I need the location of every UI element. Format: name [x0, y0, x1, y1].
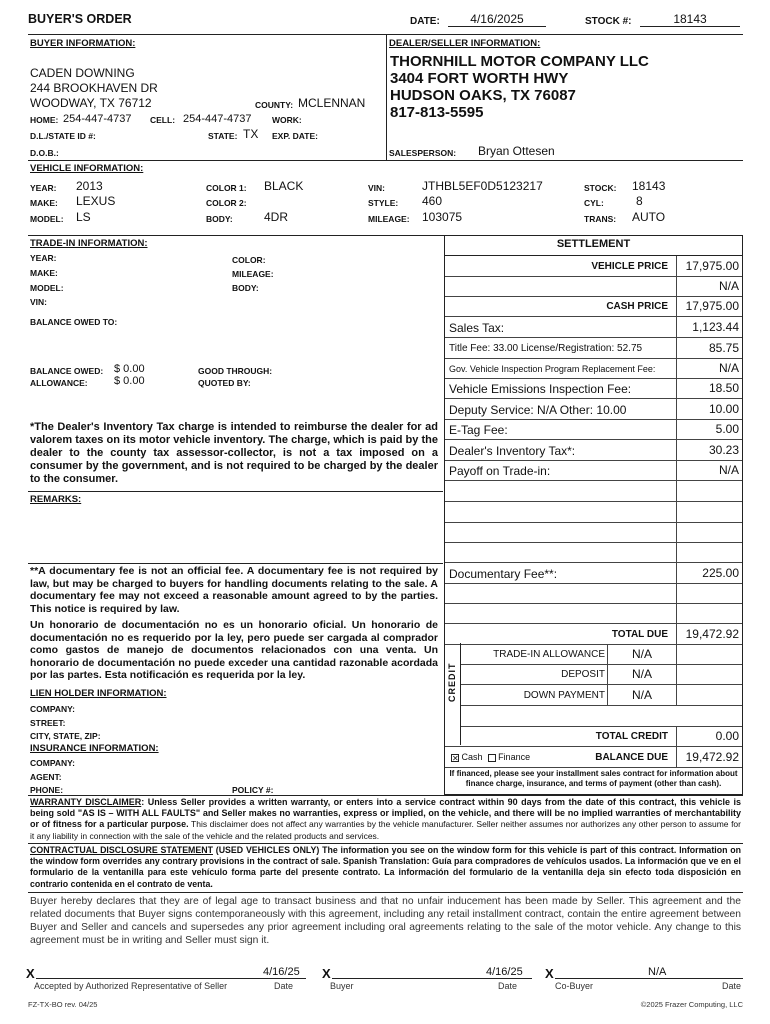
inventory-tax-notice: *The Dealer's Inventory Tax charge is intended to reimburse the dealer for ad valorem taxes on its motor vehicle inventory. The charge, which is paid by the dealer to the county tax assessor-collector, is not a tax imposed on a consumer by the government, and is not required to be charged by the dealer to the consumer. [30, 421, 438, 485]
stock-field[interactable]: 18143 [640, 12, 740, 27]
buyer-address[interactable]: 244 BROOKHAVEN DR [30, 81, 158, 95]
settlement-title: SETTLEMENT [556, 238, 631, 250]
warranty-disclaimer [30, 797, 741, 842]
blank-row-6-row [445, 583, 742, 604]
deposit-amount[interactable]: N/A [607, 664, 677, 684]
gov-inspection-label: Gov. Vehicle Inspection Program Replacement Fee: [449, 364, 656, 374]
inventory-tax-row [445, 440, 742, 461]
vehicle-price-label: VEHICLE PRICE [591, 261, 668, 272]
style-label: STYLE: [368, 198, 399, 208]
seller-date[interactable]: 4/16/25 [263, 966, 300, 978]
cobuyer-date-label: Date [722, 981, 742, 991]
contractual-disclosure [30, 845, 741, 890]
doc-fee-row [445, 563, 742, 584]
lh-city-label: CITY, STATE, ZIP: [30, 731, 101, 741]
doc-fee-amount[interactable]: 225.00 [702, 566, 739, 580]
quoted-by-label: QUOTED BY: [198, 378, 251, 388]
lienholder-section-title: LIEN HOLDER INFORMATION: [30, 688, 167, 699]
balance-due-label: BALANCE DUE [595, 752, 668, 763]
mileage-label: MILEAGE: [368, 214, 410, 224]
dealer-section-title: DEALER/SELLER INFORMATION: [389, 38, 541, 49]
cash-price-row [445, 296, 742, 317]
page-title: BUYER'S ORDER [28, 12, 132, 26]
cyl-label: CYL: [584, 198, 604, 208]
tradein-allowance-label: TRADE-IN ALLOWANCE [493, 649, 605, 660]
seller-sign-label: Accepted by Authorized Representative of Seller [34, 981, 228, 991]
etag-fee-amount[interactable]: 5.00 [715, 422, 739, 436]
blank-row-5-row [445, 542, 742, 563]
form-id: FZ-TX-BO rev. 04/25 [28, 1000, 98, 1009]
payment-type [451, 752, 530, 762]
balance-owed-to-label: BALANCE OWED TO: [30, 317, 118, 327]
dealer-name: THORNHILL MOTOR COMPANY LLC [390, 53, 649, 70]
dealer-city: HUDSON OAKS, TX 76087 [390, 87, 576, 104]
cash-checkbox[interactable]: ✕ [452, 753, 459, 763]
finance-label: Finance [498, 752, 531, 762]
ti-make-label: MAKE: [30, 268, 58, 278]
work-label: WORK: [272, 115, 302, 125]
contractual-text: (USED VEHICLES ONLY) The information you see on the window form for this vehicle is part of this contract. Information on the window form overrides any contrary provisions in the contract of sale. Spanish Translation: Guía para compradores de vehículos usados. La información que ve en el formulario de la ventanilla para este vehículo forma parte del presente contrato. La información del formulario de la ventanilla deja sin efecto toda disposición en contrario contenida en el contrato de venta. [30, 845, 741, 889]
total-credit-label: TOTAL CREDIT [595, 731, 668, 742]
payoff-tradein-row [445, 460, 742, 481]
vehicle-price-amount[interactable]: 17,975.00 [685, 259, 739, 273]
sales-tax-amount[interactable]: 1,123.44 [692, 320, 739, 334]
ti-mileage-label: MILEAGE: [232, 269, 274, 279]
copyright: ©2025 Frazer Computing, LLC [640, 1000, 743, 1009]
cell-phone[interactable]: 254-447-4737 [183, 113, 252, 125]
total-credit-amount[interactable]: 0.00 [715, 729, 739, 743]
buyer-city[interactable]: WOODWAY, TX 76712 [30, 96, 152, 110]
ins-agent-label: AGENT: [30, 772, 62, 782]
county-value[interactable]: MCLENNAN [298, 96, 366, 110]
inventory-tax-label: Dealer's Inventory Tax*: [449, 444, 576, 458]
finance-checkbox[interactable] [488, 754, 496, 762]
blank-row-4-row [445, 522, 742, 543]
color1-value[interactable]: BLACK [264, 179, 304, 193]
cell-label: CELL: [150, 115, 176, 125]
gov-inspection-row [445, 358, 742, 379]
blank-row-1-amount[interactable]: N/A [718, 279, 739, 293]
contractual-title: CONTRACTUAL DISCLOSURE STATEMENT [30, 845, 213, 855]
warranty-normal-text: This disclaimer does not affect any warranties by the vehicle manufacturer. Seller neither assumes nor authorizes any other person to assume for it any liability in connection with the sale of the vehicle and the related products and services. [30, 819, 741, 841]
allowance-value[interactable]: $ 0.00 [114, 375, 145, 387]
emissions-fee-row [445, 378, 742, 399]
cash-label: Cash [461, 752, 483, 762]
seller-date-label: Date [274, 981, 294, 991]
lh-company-label: COMPANY: [30, 704, 76, 714]
doc-fee-notice-es: Un honorario de documentación no es un honorario oficial. Un honorario de documentación no es requerido por la ley, pero puede ser cargada al comprador como gastos de manejo de documentos relacionados con una venta. Un honorario de documentación no puede exceder una cantidad razonable acordada por las partes. Esta notificación es requerida por la ley. [30, 619, 438, 682]
cyl-value[interactable]: 8 [636, 194, 643, 208]
mileage-value[interactable]: 103075 [422, 210, 463, 224]
color2-label: COLOR 2: [206, 198, 247, 208]
buyer-name[interactable]: CADEN DOWNING [30, 66, 135, 80]
dob-label: D.O.B.: [30, 148, 59, 158]
dealer-phone: 817-813-5595 [390, 104, 484, 121]
deputy-service-amount[interactable]: 10.00 [708, 402, 739, 416]
balance-due-amount[interactable]: 19,472.92 [685, 750, 739, 764]
cobuyer-x: X [545, 966, 554, 981]
balance-owed-label: BALANCE OWED: [30, 366, 104, 376]
tradein-section-title: TRADE-IN INFORMATION: [30, 238, 148, 249]
vin-value[interactable]: JTHBL5EF0D5123217 [422, 179, 543, 193]
cash-price-label: CASH PRICE [606, 301, 668, 312]
payoff-tradein-label: Payoff on Trade-in: [449, 464, 551, 478]
blank-row-1-row [445, 276, 742, 297]
ti-vin-label: VIN: [30, 297, 47, 307]
vehicle-section-title: VEHICLE INFORMATION: [30, 163, 144, 174]
total-due-row [445, 624, 742, 645]
seller-x: X [26, 966, 35, 981]
cobuyer-sign-label: Co-Buyer [555, 981, 594, 991]
cobuyer-name[interactable]: N/A [648, 966, 667, 978]
finance-note: If financed, please see your installment sales contract for information about finance charge, insurance, and terms of payment (other than cash). [449, 769, 738, 788]
model-label: MODEL: [30, 214, 64, 224]
ti-model-label: MODEL: [30, 283, 64, 293]
remarks-label: REMARKS: [30, 494, 82, 505]
county-label: COUNTY: [255, 100, 294, 110]
doc-fee-label: Documentary Fee**: [449, 567, 558, 581]
deposit-row [461, 664, 742, 685]
stock-label: STOCK #: [585, 16, 632, 27]
down-payment-row [461, 685, 742, 706]
vstock-label: STOCK: [584, 183, 617, 193]
ins-policy-label: POLICY #: [232, 785, 274, 795]
dealer-address: 3404 FORT WORTH HWY [390, 70, 569, 87]
buyer-sign-label: Buyer [330, 981, 354, 991]
title-fee-row [445, 338, 742, 359]
deputy-service-row [445, 399, 742, 420]
salesperson-value[interactable]: Bryan Ottesen [478, 144, 555, 158]
ins-phone-label: PHONE: [30, 785, 64, 795]
home-phone[interactable]: 254-447-4737 [63, 113, 132, 125]
good-through-label: GOOD THROUGH: [198, 366, 273, 376]
buyer-x: X [322, 966, 331, 981]
body-label: BODY: [206, 214, 233, 224]
buyer-date-label: Date [498, 981, 518, 991]
model-value[interactable]: LS [76, 210, 91, 224]
balance-due-row [445, 747, 742, 768]
warranty-bold-text: : Unless Seller provides a written warranty, or enters into a service contract within 90 days from the date of this contract, this vehicle is being sold "AS IS – WITH ALL FAULTS" and Seller makes no warranties, express or implied, on the vehicle, and there will be no implied warranties of merchantability or of fitness for a particular purpose. [30, 797, 741, 830]
etag-fee-label: E-Tag Fee: [449, 423, 508, 437]
insurance-section-title: INSURANCE INFORMATION: [30, 743, 159, 754]
tradein-allowance-row [461, 644, 742, 665]
year-label: YEAR: [30, 183, 57, 193]
trans-label: TRANS: [584, 214, 617, 224]
agreement-text: Buyer hereby declares that they are of legal age to transact business and that no unfair inducement has been made by Seller. This agreement and the related documents that Buyer signs contemporaneously with this agreement, including any retail installment contract, contain the entire agreement between Buyer and Seller and cancels and supersedes any prior agreement including oral agreements relating to the sale of the motor vehicle. Any change to this agreement must be in writing and Seller must sign it. [30, 896, 741, 946]
doc-fee-notice: **A documentary fee is not an official fee. A documentary fee is not required by law, but may be charged to buyers for handling documents relating to the sale. A documentary fee may not exceed a reasonable amount agreed to by the parties. This notice is required by law. [30, 565, 438, 615]
deputy-service-label: Deputy Service: N/A Other: 10.00 [449, 403, 627, 417]
make-value[interactable]: LEXUS [76, 194, 116, 208]
buyer-date[interactable]: 4/16/25 [486, 966, 523, 978]
blank-row-7-row [445, 603, 742, 624]
title-fee-label: Title Fee: 33.00 License/Registration: 52.75 [449, 343, 643, 354]
blank-row-3-row [445, 502, 742, 523]
ti-body-label: BODY: [232, 283, 259, 293]
deposit-label: DEPOSIT [561, 669, 605, 680]
trans-value[interactable]: AUTO [632, 210, 666, 224]
vin-label: VIN: [368, 183, 385, 193]
emissions-fee-label: Vehicle Emissions Inspection Fee: [449, 382, 632, 396]
state-value[interactable]: TX [243, 127, 259, 141]
color1-label: COLOR 1: [206, 183, 247, 193]
dl-label: D.L./STATE ID #: [30, 131, 96, 141]
down-payment-label: DOWN PAYMENT [523, 690, 605, 701]
warranty-title: WARRANTY DISCLAIMER [30, 797, 142, 807]
total-due-amount[interactable]: 19,472.92 [685, 627, 739, 641]
year-value[interactable]: 2013 [76, 179, 103, 193]
exp-label: EXP. DATE: [272, 131, 318, 141]
date-label: DATE: [410, 16, 440, 27]
etag-fee-row [445, 419, 742, 440]
style-value[interactable]: 460 [422, 194, 443, 208]
home-label: HOME: [30, 115, 59, 125]
total-credit-row [445, 726, 742, 747]
payoff-tradein-amount[interactable]: N/A [718, 463, 739, 477]
inventory-tax-amount[interactable]: 30.23 [708, 443, 739, 457]
sales-tax-row [445, 317, 742, 338]
down-payment-amount[interactable]: N/A [607, 685, 677, 705]
body-value[interactable]: 4DR [264, 210, 289, 224]
emissions-fee-amount[interactable]: 18.50 [708, 381, 739, 395]
title-fee-amount[interactable]: 85.75 [708, 341, 739, 355]
total-due-label: TOTAL DUE [611, 629, 668, 640]
salesperson-label: SALESPERSON: [389, 148, 457, 158]
sales-tax-label: Sales Tax: [449, 321, 505, 335]
tradein-allowance-amount[interactable]: N/A [607, 644, 677, 664]
vehicle-price-row [445, 256, 742, 277]
cash-price-amount[interactable]: 17,975.00 [685, 299, 739, 313]
gov-inspection-amount[interactable]: N/A [718, 361, 739, 375]
vstock-value[interactable]: 18143 [632, 179, 666, 193]
lh-street-label: STREET: [30, 718, 66, 728]
blank-row-2-row [445, 481, 742, 502]
make-label: MAKE: [30, 198, 58, 208]
allowance-label: ALLOWANCE: [30, 378, 88, 388]
balance-owed-value[interactable]: $ 0.00 [114, 363, 145, 375]
date-field[interactable]: 4/16/2025 [448, 12, 546, 27]
blank-credit-row-row [461, 706, 742, 727]
ti-color-label: COLOR: [232, 255, 266, 265]
ti-year-label: YEAR: [30, 253, 57, 263]
ins-company-label: COMPANY: [30, 758, 76, 768]
state-label: STATE: [208, 131, 238, 141]
credit-label: CREDIT [447, 662, 457, 702]
buyer-section-title: BUYER INFORMATION: [30, 38, 136, 49]
